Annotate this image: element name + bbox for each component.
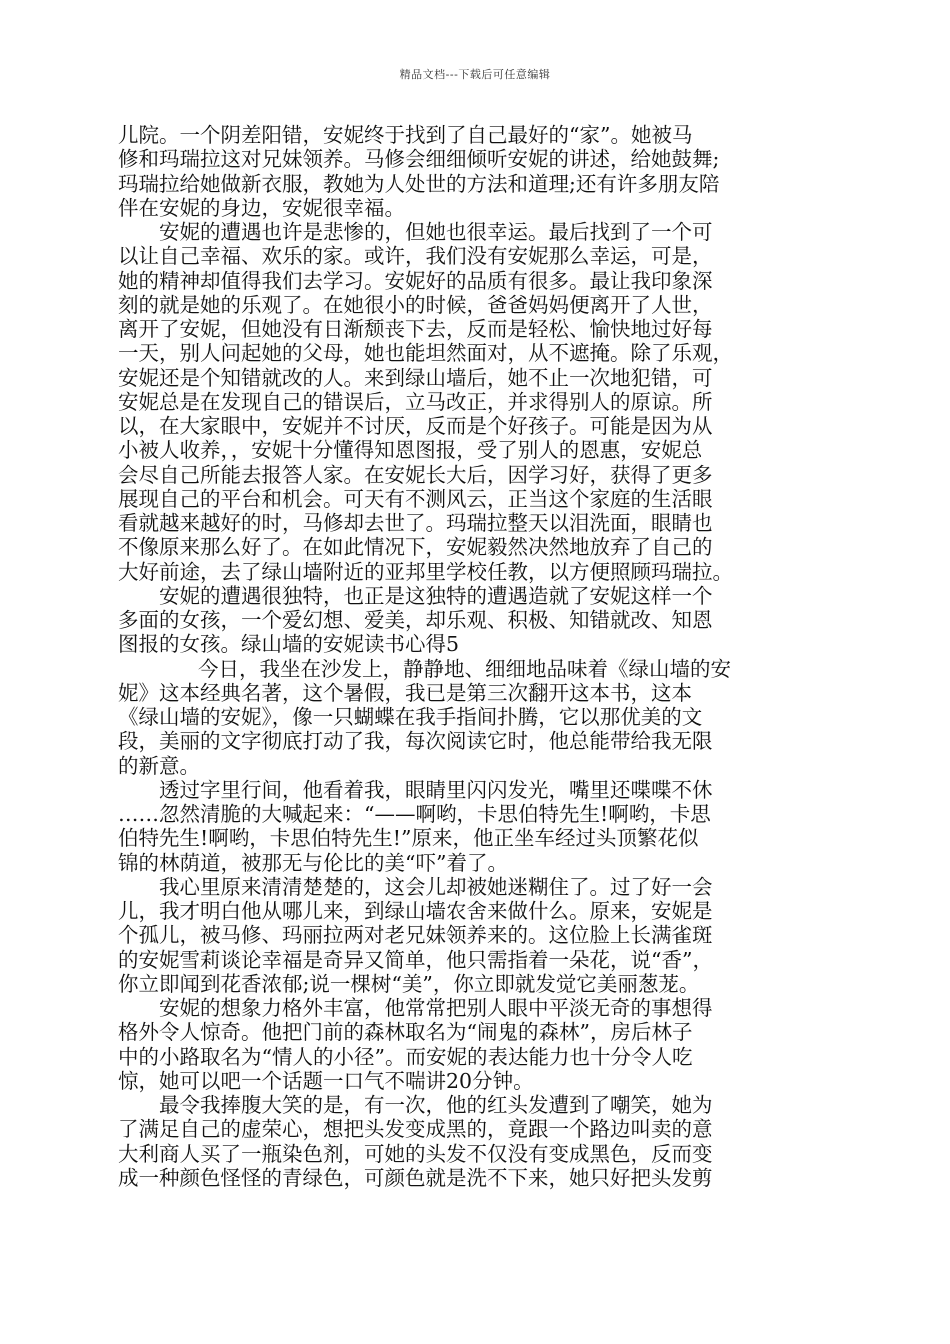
text-line: 儿，我才明白他从哪儿来，到绿山墙农舍来做什么。原来，安妮是 [118,899,713,923]
text-line: 段，美丽的文字彻底打动了我，每次阅读它时，他总能带给我无限 [118,729,713,754]
text-line: 玛瑞拉给她做新衣服，教她为人处世的方法和道理;还有许多朋友陪 [118,171,720,196]
text-line: 锦的林荫道，被那无与伦比的美“吓”着了。 [118,850,508,875]
text-line: 的新意。 [118,753,200,778]
text-line: 以，在大家眼中，安妮并不讨厌，反而是个好孩子。可能是因为从 [118,414,713,438]
text-line: 小被人收养，，安妮十分懂得知恩图报，受了别人的恩惠，安妮总 [118,438,703,463]
text-line: 伴在安妮的身边，安妮很幸福。 [118,195,405,220]
text-line: 修和玛瑞拉这对兄妹领养。马修会细细倾听安妮的讲述，给她鼓舞; [118,147,720,172]
text-line: 一天，别人问起她的父母，她也能坦然面对，从不遮掩。除了乐观， [118,341,733,366]
text-line: 多面的女孩，一个爱幻想、爱美，却乐观、积极、知错就改、知恩 [118,608,713,632]
text-line: 儿院。一个阴差阳错，安妮终于找到了自己最好的“家”。她被马 [118,123,693,147]
text-line: 的安妮雪莉谈论幸福是奇异又简单，他只需指着一朵花，说“香”， [118,947,713,972]
text-line: 妮》这本经典名著，这个暑假，我已是第三次翻开这本书，这本 [118,680,692,705]
document-body [118,123,818,1190]
text-line: 惊，她可以吧一个话题一口气不喘讲20分钟。 [118,1068,534,1093]
text-line: 伯特先生!啊哟，卡思伯特先生!”原来，他正坐车经过头顶繁花似 [118,826,699,851]
text-line: 今日，我坐在沙发上，静静地、细细地品味着《绿山墙的安 [198,656,731,681]
text-line: 安妮的遭遇也许是悲惨的，但她也很幸运。最后找到了一个可 [159,220,713,244]
text-line: 不像原来那么好了。在如此情况下，安妮毅然决然地放弃了自己的 [118,535,713,560]
text-line: 透过字里行间，他看着我，眼睛里闪闪发光，嘴里还喋喋不休 [159,777,713,802]
text-line: 会尽自己所能去报答人家。在安妮长大后，因学习好，获得了更多 [118,462,713,487]
text-line: 图报的女孩。绿山墙的安妮读书心得5 [118,632,460,657]
text-line: 成一种颜色怪怪的青绿色，可颜色就是洗不下来，她只好把头发剪 [118,1165,713,1190]
text-line: 《绿山墙的安妮》，像一只蝴蝶在我手指间扑腾，它以那优美的文 [118,705,703,729]
text-line: 安妮总是在发现自己的错误后，立马改正，并求得别人的原谅。所 [118,389,713,414]
text-line: 离开了安妮，但她没有日渐颓丧下去，反而是轻松、愉快地过好每 [118,317,713,341]
text-line: 看就越来越好的时，马修却去世了。玛瑞拉整天以泪洗面，眼睛也 [118,511,713,535]
text-line: 展现自己的平台和机会。可天有不测风云，正当这个家庭的生活眼 [118,486,713,511]
text-line: 大利商人买了一瓶染色剂，可她的头发不仅没有变成黑色，反而变 [118,1141,713,1166]
page-header: 精品文档---下载后可任意编辑 [399,68,551,81]
text-line: ……忽然清脆的大喊起来：“——啊哟，卡思伯特先生!啊哟，卡思 [118,802,711,826]
text-line: 她的精神却值得我们去学习。安妮好的品质有很多。最让我印象深 [118,268,713,293]
text-line: 你立即闻到花香浓郁;说一棵树“美”，你立即就发觉它美丽葱茏。 [118,971,700,996]
text-line: 刻的就是她的乐观了。在她很小的时候，爸爸妈妈便离开了人世， [118,292,713,317]
text-line: 最令我捧腹大笑的是，有一次，他的红头发遭到了嘲笑，她为 [159,1093,713,1117]
text-line: 安妮的遭遇很独特，也正是这独特的遭遇造就了安妮这样一个 [159,583,713,608]
text-line: 大好前途，去了绿山墙附近的亚邦里学校任教，以方便照顾玛瑞拉。 [118,559,733,584]
text-line: 个孤儿，被马修、玛丽拉两对老兄妹领养来的。这位脸上长满雀斑 [118,923,713,948]
text-line: 安妮还是个知错就改的人。来到绿山墙后，她不止一次地犯错，可 [118,365,713,390]
text-line: 安妮的想象力格外丰富，他常常把别人眼中平淡无奇的事想得 [159,996,713,1020]
text-line: 了满足自己的虚荣心，想把头发变成黑的，竟跟一个路边叫卖的意 [118,1117,713,1142]
text-line: 我心里原来清清楚楚的，这会儿却被她迷糊住了。过了好一会 [159,874,713,899]
text-line: 以让自己幸福、欢乐的家。或许，我们没有安妮那么幸运，可是， [118,244,713,269]
text-line: 格外令人惊奇。他把门前的森林取名为“闹鬼的森林”，房后林子 [118,1020,693,1045]
text-line: 中的小路取名为“情人的小径”。而安妮的表达能力也十分令人吃 [118,1044,693,1069]
